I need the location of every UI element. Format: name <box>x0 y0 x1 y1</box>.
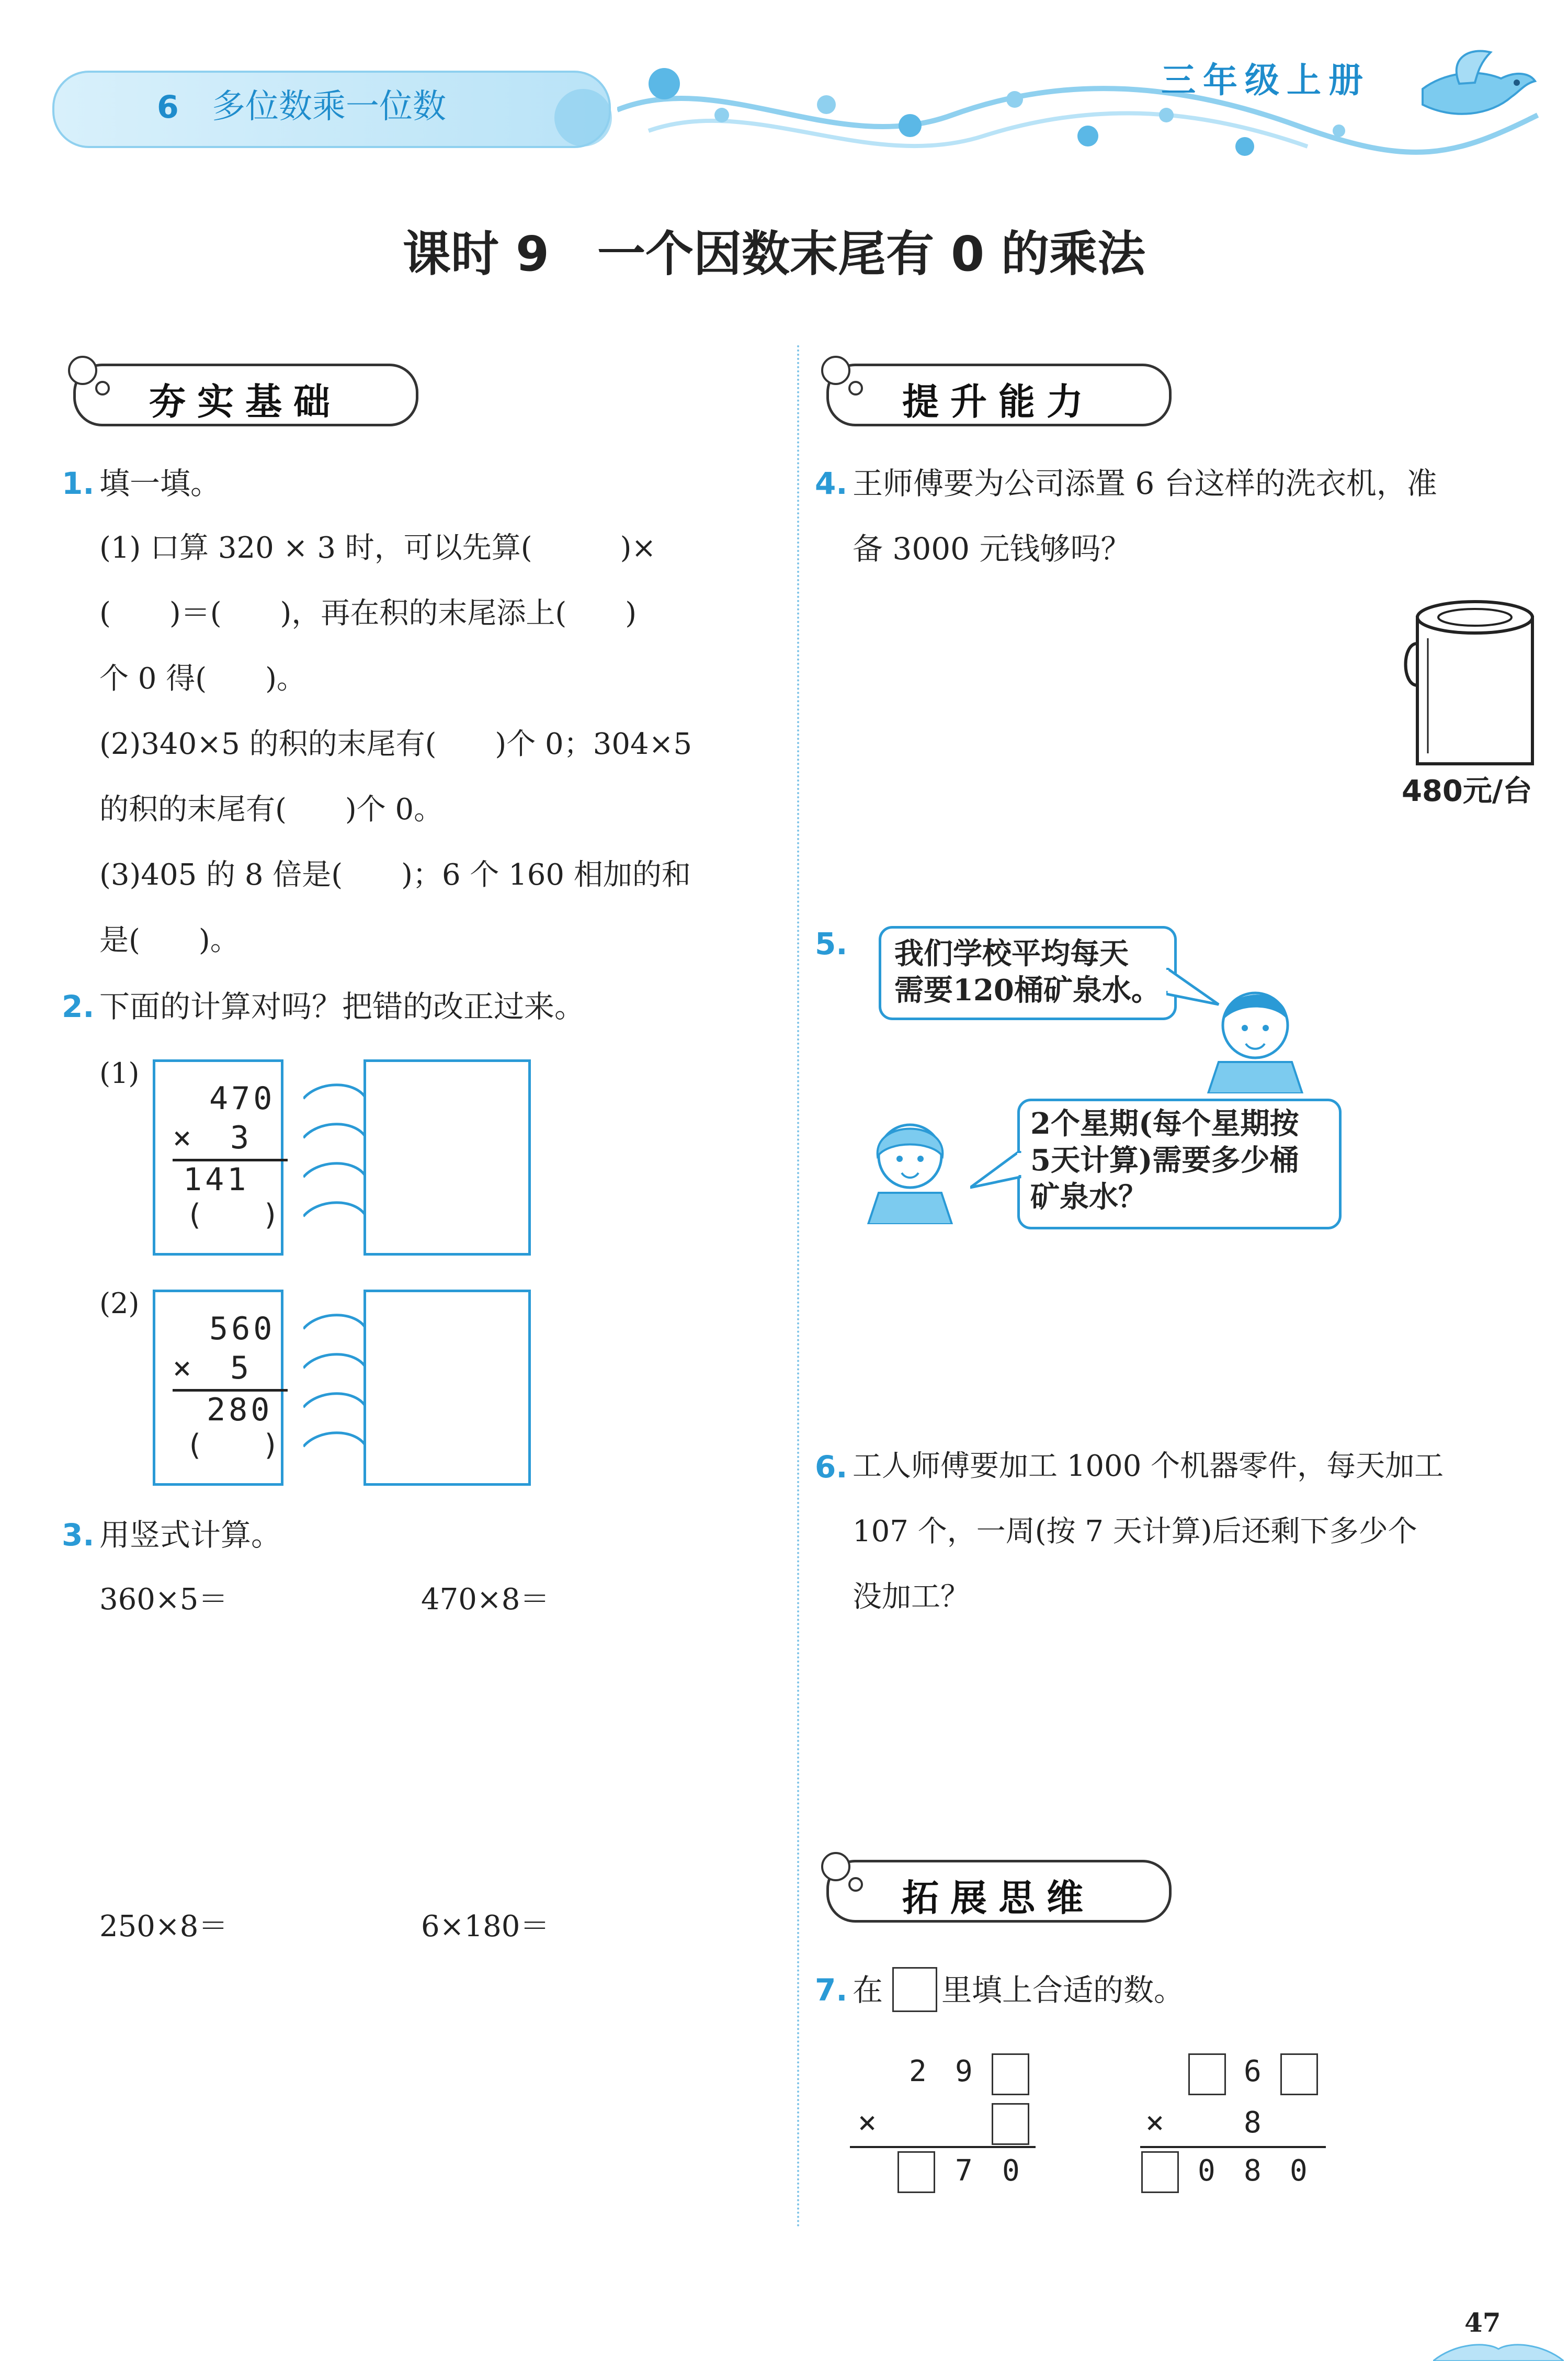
expression: 360×5＝ <box>99 1583 228 1617</box>
calc-result: 280 <box>207 1392 273 1428</box>
unit-number: 6 <box>157 89 179 126</box>
question-number: 2. <box>62 989 95 1024</box>
question-number: 6. <box>815 1449 848 1485</box>
badge-dot-icon <box>95 381 110 396</box>
bubble-text: 5天计算)需要多少桶 <box>1030 1143 1299 1178</box>
badge-dot-icon <box>848 1877 863 1892</box>
question-text-post: 里填上合适的数。 <box>941 1972 1185 2008</box>
q1-line: (1) 口算 320 × 3 时，可以先算( )× <box>99 531 656 565</box>
question-text-pre: 在 <box>853 1972 883 2008</box>
question-number: 4. <box>815 466 848 501</box>
q1-line: 是( )。 <box>99 923 240 957</box>
bubble-text: 2个星期(每个星期按 <box>1030 1106 1299 1141</box>
boy-avatar <box>1198 973 1313 1093</box>
question-line: 备 3000 元钱够吗？ <box>853 531 1131 567</box>
q1-line: (2)340×5 的积的末尾有( )个 0；304×5 <box>99 727 692 761</box>
section-title-basic: 夯实基础 <box>149 380 342 423</box>
price-label: 480元/台 <box>1402 774 1532 808</box>
question-line: 107 个，一周(按 7 天计算)后还剩下多少个 <box>853 1515 1417 1549</box>
question-number: 1. <box>62 466 95 501</box>
digit: 7 <box>955 2154 973 2188</box>
section-title-improve: 提升能力 <box>902 380 1095 423</box>
digit: 0 <box>1198 2154 1215 2188</box>
digit: 8 <box>1244 2154 1262 2188</box>
question-line: 没加工？ <box>853 1580 970 1614</box>
lesson-title: 课时 9 一个因数末尾有 0 的乘法 <box>403 226 1146 282</box>
digit: 9 <box>955 2054 973 2088</box>
operator: × <box>1145 2104 1165 2141</box>
check-blank: ( ) <box>186 1198 280 1232</box>
blank-box[interactable] <box>1188 2053 1226 2095</box>
badge-circle-icon <box>68 356 97 385</box>
correction-box[interactable] <box>363 1059 531 1256</box>
calc-operator: × <box>173 1350 192 1386</box>
question-title: 下面的计算对吗？把错的改正过来。 <box>99 989 585 1024</box>
calc-multiplier: 3 <box>230 1120 249 1156</box>
washing-machine-icon <box>1396 596 1543 774</box>
column-divider <box>797 345 799 2229</box>
correction-box[interactable] <box>363 1290 531 1486</box>
question-line: 工人师傅要加工 1000 个机器零件，每天加工 <box>853 1449 1444 1483</box>
q1-line: (3)405 的 8 倍是( )；6 个 160 相加的和 <box>99 858 691 892</box>
digit: 2 <box>909 2054 927 2088</box>
badge-circle-icon <box>821 356 850 385</box>
unit-title: 多位数乘一位数 <box>212 87 446 126</box>
question-line: 王师傅要为公司添置 6 台这样的洗衣机，准 <box>853 466 1437 501</box>
inline-box-icon <box>892 1967 937 2012</box>
q1-line: ( )＝( )，再在积的末尾添上( ) <box>99 596 637 630</box>
question-title: 用竖式计算。 <box>99 1517 282 1553</box>
calc-rule <box>850 2146 1036 2148</box>
calc-multiplier: 5 <box>230 1350 249 1386</box>
expression: 6×180＝ <box>421 1910 550 1944</box>
grade-label: 三年级上册 <box>1161 60 1370 100</box>
bubble-tail-icon <box>970 1151 1022 1193</box>
girl-avatar <box>858 1104 962 1224</box>
digit: 8 <box>1244 2106 1262 2140</box>
calc-operator: × <box>173 1120 192 1156</box>
operator: × <box>858 2104 877 2141</box>
q1-line: 个 0 得( )。 <box>99 662 306 696</box>
question-title: 填一填。 <box>99 466 221 501</box>
calc-rule <box>1140 2146 1326 2148</box>
question-number: 7. <box>815 1972 848 2008</box>
blank-box[interactable] <box>1280 2053 1318 2095</box>
blank-box[interactable] <box>992 2053 1029 2095</box>
q1-line: 的积的末尾有( )个 0。 <box>99 793 444 827</box>
wave-decoration <box>617 52 1548 173</box>
bubble-text: 需要120桶矿泉水。 <box>894 973 1161 1008</box>
expression: 470×8＝ <box>421 1583 550 1617</box>
section-title-extend: 拓展思维 <box>902 1877 1095 1919</box>
bird-icon <box>1412 42 1538 131</box>
badge-circle-icon <box>821 1852 850 1881</box>
blank-box[interactable] <box>897 2151 935 2193</box>
problem-label: (1) <box>99 1057 140 1090</box>
digit: 0 <box>1290 2154 1308 2188</box>
book-icon <box>1433 2339 1564 2361</box>
blank-box[interactable] <box>1141 2151 1179 2193</box>
calc-result: 141 <box>183 1161 249 1198</box>
question-number: 5. <box>815 926 848 962</box>
calc-top: 470 <box>209 1080 276 1117</box>
digit: 0 <box>1002 2154 1020 2188</box>
bubble-text: 矿泉水？ <box>1030 1180 1147 1214</box>
banner-bubble <box>554 89 612 146</box>
expression: 250×8＝ <box>99 1910 228 1944</box>
question-number: 3. <box>62 1517 95 1553</box>
badge-dot-icon <box>848 381 863 396</box>
blank-box[interactable] <box>992 2103 1029 2145</box>
calc-top: 560 <box>209 1311 276 1347</box>
check-blank: ( ) <box>186 1428 280 1462</box>
bubble-text: 我们学校平均每天 <box>894 936 1129 971</box>
digit: 6 <box>1244 2054 1262 2088</box>
page-number: 47 <box>1464 2307 1501 2338</box>
problem-label: (2) <box>99 1287 140 1320</box>
